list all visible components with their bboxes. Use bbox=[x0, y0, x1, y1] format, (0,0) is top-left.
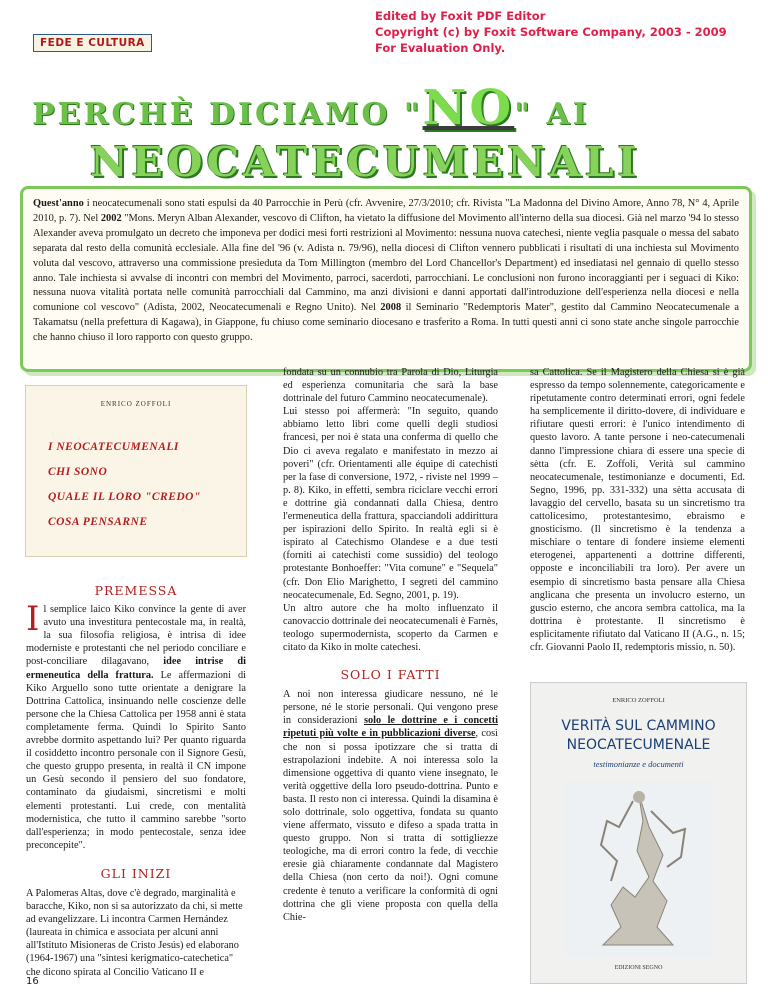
headline-line-2: NEOCATECUMENALI bbox=[90, 138, 641, 186]
watermark-line-3: For Evaluation Only. bbox=[375, 41, 506, 55]
paragraph-col3: sa Cattolica. Se il Magistero della Chiesa si è già espresso da tempo solennemente, categoricamente e ripetutamente contro determinati errori, ogni fedele ha semplicemente il diritto-dovere, di individuare e rifiutare questi errori: è l'unico intendimento di questo lavoro. A tante persone i neo-catecumenali danno l'impressione chiara di essere una specie di sètta (cfr. E. Zoffoli, Verità sul cammino neocatecumenale, testimonianze e documenti, Ed. Segno, 1996, pp. 331-332) una sètta accusata di lavaggio del cervello, basata su un sincretismo tra cattolicesimo, protestantesimo, ebraismo e gnosticismo. (Il sincretismo è la tendenza a mischiare o tentare di fondere insieme elementi eterogenei, appartenenti a dottrine differenti, opposte e inconciliabili tra loro). Per avere un esempio di sincretismo basta pensare alla Chiesa anglicana che presenta un involucro esterno, un guscio esterno, che ancora sembra cattolica, ma la dottrina è protestante. Il sincretismo è esplicitamente rifiutato dal Vaticano II (A.G., n. 15; cfr. Giovanni Paolo II, redemptoris missio, n. 50). bbox=[530, 367, 745, 653]
fatti-text-b: , così che non si possa ipotizzare che si tratta di estrapolazioni indebite. A noi interessa solo la dimensione oggettiva di quanto viene insegnato, le verità oggettive della loro pseudo-dottrina. Punto e basta. Il resto non ci interessa. Quindi la disamina è solo dottrinale, solo oggettiva, fondata su quanto viene affermato, vissuto e difeso a spada tratta in questo gruppo. Non si tratta di sottigliezze teologiche, ma di errori contro la fede, di vecchie eresie già chiaramente condannate dal Magistero della Chiesa (non certo da noi!). Ogni comune credente è tenuto a verificare la conformità di ogni dottrina che gli viene proposta con quella della Chie- bbox=[283, 728, 498, 923]
intro-text-1: i neocatecumenali sono stati espulsi da 40 Parrocchie in Perù (cfr. Avvenire, 27/3/2010; cfr. Rivista "La Madonna del Divino Amore, Anno 78, N° 4, Aprile 2010, p. 7). Nel bbox=[33, 198, 739, 224]
book-cover-author: ENRICO ZOFFOLI bbox=[100, 400, 172, 408]
premessa-text-c: Le affermazioni di Kiko Arguello sono tutte orientate a denigrare la Dottrina Cattolica, insinuando nelle coscienze delle persone che la Chiesa Cattolica per 1958 anni è stata completamente ferma. Quindi lo Spirito Santo avrebbe dormito aspettando lui? Per quanto riguarda il cosiddetto incontro personale con il Signore Gesù, che questo gruppo presenta, in realtà il CN impone un Gesù secondo il pensiero del suo fondatore, contaminato da giudaismi, sincretismi e molti elementi protestanti. Lui crede, con mentalità modernistica, che tutto il cammino sarebbe "sorto dall'esperienza; in modo pentecostale, senza idee preconcepite". bbox=[26, 669, 246, 851]
paragraph-col2-1: fondata su un connubio tra Parola di Dio, Liturgia ed esperienza comunitaria che sarà la base dottrinale del futuro Cammino neocatecumenale). bbox=[283, 367, 498, 405]
intro-lead: Quest'anno bbox=[33, 198, 84, 209]
fatti-underlined: solo le dottrine e i concetti ripetuti più volte e in pubblicazioni diverse bbox=[283, 715, 498, 740]
intro-box bbox=[20, 186, 752, 372]
foxit-watermark bbox=[375, 8, 727, 56]
paragraph-fatti bbox=[283, 688, 498, 924]
page-number: 16 bbox=[26, 976, 39, 987]
book2-subtitle: testimonianze e documenti bbox=[593, 759, 684, 769]
book-cover-title-4: COSA PENSARNE bbox=[48, 516, 148, 528]
intro-text-2: "Mons. Meryn Alban Alexander, vescovo di Clifton, ha vietato la diffusione del Movimento all'interno della sua diocesi. Già nel marzo '94 lo stesso Alexander aveva promulgato un decreto che imponeva per dodici mesi forti restrizioni al Movimento: nessuna nuova catechesi, niente veglia pasquale o messa del sabato separata dal resto della comunità ecclesiale. Alla fine del '96 (v. Adista n. 79/96), nella diocesi di Clifton vennero pubblicati i risultati di una inchiesta sul Movimento voluta dal vescovo, attraverso una commissione presieduta da Tom Millington (membro del Lord Chancellor's Department) ed insediatasi nel gennaio di quello stesso anno. Tale inchiesta si avvalse di incontri con membri del Movimento, parroci, sacerdoti, parrocchiani. Le conclusioni non furono incoraggianti per i seguaci di Kiko: nessuna nuova vitalità portata nelle comunità parrocchiali dal Cammino, ma anzi divisioni e danni apportati dall'introduzione dell'esperienza nella diocesi e nella comunione col vescovo" (Adista, 2002, Neocatecumenali e Regno Unito). Nel bbox=[33, 212, 739, 314]
sculpture-illustration bbox=[563, 781, 713, 957]
headline-no: NO bbox=[422, 80, 515, 136]
book-cover-zoffoli bbox=[25, 385, 247, 557]
book2-title-2: NEOCATECUMENALE bbox=[566, 737, 711, 753]
heading-gli-inizi: GLI INIZI bbox=[100, 865, 172, 881]
headline-part-1: PERCHÈ DICIAMO " bbox=[32, 97, 423, 132]
paragraph-inizi: A Palomeras Altas, dove c'è degrado, marginalità e baracche, Kiko, non si sa autorizzato da chi, si mette ad evangelizzare. Lì incontra Carmen Hernández (laureata in chimica e associata per alcuni anni all'Istituto Misioneras de Cristo Jesús) ed elaborano (1964-1967) una "sintesi kerigmatico-catechetica" che dicono spirata al Concilio Vaticano II e bbox=[26, 887, 243, 978]
book2-title bbox=[531, 717, 746, 755]
intro-year-2002: 2002 bbox=[100, 212, 122, 224]
section-badge: FEDE E CULTURA bbox=[33, 34, 152, 52]
headline-line-1 bbox=[32, 80, 590, 136]
intro-text-3: il Seminario "Redemptoris Mater", gestito dal Cammino Neocatecumenale a Takamatsu (nella prefettura di Kagawa), in Giappone, fu chiuso come seminario diocesano e trasferito a Roma. In tutti questi anni ci sono state anche singole parrocchie che hanno chiuso il loro rapporto con questo gruppo. bbox=[33, 302, 739, 344]
paragraph-col2-3: Un altro autore che ha molto influenzato il canovaccio dottrinale dei neocatecumenali è Farnès, teologo supermodernista, scoperto da Carmen e citato da Kiko in molte catechesi. bbox=[283, 602, 498, 653]
book-cover-title-3: QUALE IL LORO "CREDO" bbox=[48, 491, 201, 503]
heading-solo-i-fatti: SOLO I FATTI bbox=[340, 667, 441, 683]
drop-cap: I bbox=[26, 599, 40, 640]
headline-part-2: " AI bbox=[514, 97, 590, 132]
watermark-line-1: Edited by Foxit PDF Editor bbox=[375, 9, 546, 23]
column-1 bbox=[26, 584, 246, 979]
paragraph-premessa bbox=[26, 599, 246, 852]
fatti-text-a: A noi non interessa giudicare nessuno, né le persone, né le storie personali. Qui vengono prese in considerazioni bbox=[283, 689, 498, 727]
book-cover-verita bbox=[530, 682, 747, 984]
intro-year-2008: 2008 bbox=[380, 302, 402, 314]
book2-publisher: EDIZIONI SEGNO bbox=[614, 965, 663, 971]
book2-title-1: VERITÀ SUL CAMMINO bbox=[561, 718, 716, 734]
premessa-text-a: l semplice laico Kiko convince la gente di aver avuto una investitura pentecostale ma, in realtà, la sua filosofia religiosa, è intrisa di idee moderniste e protestanti che nel periodo conciliare e post-conciliare dilagavano, bbox=[26, 604, 246, 668]
premessa-text-bold: idee intrise di ermeneutica della frattura. bbox=[26, 656, 246, 681]
watermark-line-2: Copyright (c) by Foxit Software Company, 2003 - 2009 bbox=[375, 25, 727, 39]
paragraph-col2-2: Lui stesso poi affermerà: "In seguito, quando abbiamo letto libri come quelli degli studiosi francesi, per noi è stata una conferma di quello che Dio ci aveva regalato e manifestato in mezzo ai poveri" (cfr. Orientamenti alle équipe di catechisti per la fase di conversione, 1972, - riviste nel 1999 – p. 8). Kiko, in effetti, sembra riciclare vecchi errori e dottrine già condannati dalla Chiesa, dentro l'ermeneutica della frattura, spacciandoli addirittura per ispirazioni dello Spirito. In realtà egli si è ispirato al Catechismo Olandese e a due testi (forniti ai catechisti come sussidio) del teologo protestante Bonhoeffer: "Vita comune" e "Sequela" (cfr. Don Elio Marighetto, I segreti del cammino neocatecumenale, Ed. Segno, 2001, p. 19). bbox=[283, 406, 498, 601]
column-2 bbox=[283, 366, 498, 924]
book2-author: ENRICO ZOFFOLI bbox=[612, 697, 665, 704]
book-cover-title-2: CHI SONO bbox=[48, 466, 108, 478]
book-cover-title-1: I NEOCATECUMENALI bbox=[48, 441, 179, 453]
heading-premessa: PREMESSA bbox=[94, 583, 178, 598]
column-3 bbox=[530, 366, 745, 654]
